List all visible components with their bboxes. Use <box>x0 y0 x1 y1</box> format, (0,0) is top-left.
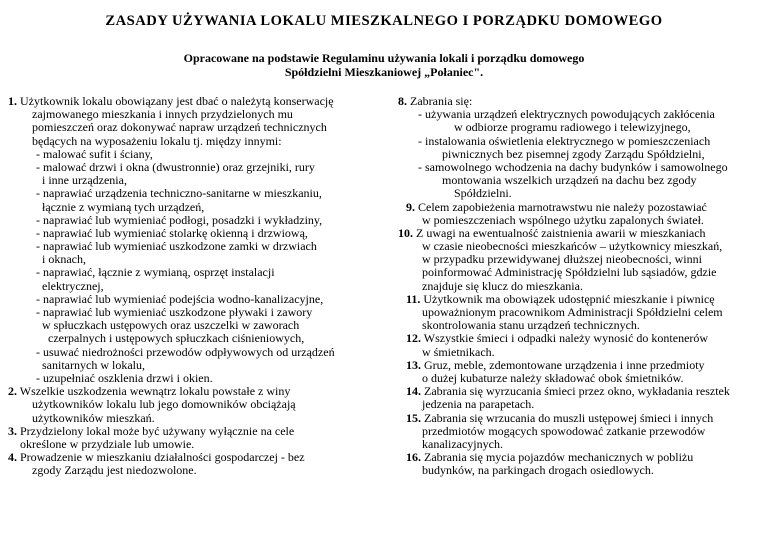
line-text: Gruz, meble, zdemontowane urządzenia i inne przedmioty <box>424 357 705 372</box>
line-text: upoważnionym pracownikom Administracji Spółdzielni celem <box>422 305 723 319</box>
line-text: przedmiotów mogących spowodować zatkanie przewodów <box>422 423 706 438</box>
line-text: - instalowania oświetlenia elektrycznego w pomieszczeniach <box>418 133 711 148</box>
line-text: Prowadzenie w mieszkaniu działalności gospodarczej - bez <box>20 450 305 465</box>
line-text: Zabrania się wyrzucania śmieci przez okno, wykładania resztek <box>424 384 730 399</box>
item-number: 16. <box>406 450 421 465</box>
line-text: w spłuczkach ustępowych oraz uszczelki w zaworach <box>42 318 300 333</box>
line-text: Użytkownik ma obowiązek udostępnić mieszkanie i piwnicę <box>423 291 715 306</box>
item-number: 10. <box>398 225 413 240</box>
item-number: 4. <box>8 450 17 465</box>
line-text: w przypadku przewidywanej dłuższej nieobecności, winni <box>422 252 702 267</box>
line-text: i inne urządzenia, <box>42 173 127 188</box>
line-text: kanalizacyjnych. <box>422 436 503 451</box>
item-number: 3. <box>8 423 17 438</box>
line-text: pomieszczeń oraz dokonywać napraw urządzeń technicznych <box>32 120 327 135</box>
line-text: sanitarnych w lokalu, <box>42 357 145 372</box>
item-number: 12. <box>406 331 421 346</box>
line-text: poinformować Administrację Spółdzielni lub sąsiadów, gdzie <box>422 265 717 280</box>
line-text: - samowolnego wchodzenia na dachy budynków i samowolnego <box>418 159 728 174</box>
line-text: - naprawiać lub wymieniać podejścia wodno-kanalizacyjne, <box>36 291 324 306</box>
line-text: Wszelkie uszkodzenia wewnątrz lokalu powstałe z winy <box>19 384 291 399</box>
line-text: budynków, na parkingach drogach osiedlowych. <box>422 463 654 478</box>
line-text: Przydzielony lokal może być używany wyłącznie na cele <box>20 423 295 438</box>
line-text: jedzenia na parapetach. <box>422 397 535 412</box>
page-title: ZASADY UŻYWANIA LOKALU MIESZKALNEGO I PORZĄDKU DOMOWEGO <box>105 13 663 29</box>
line-text: - malować drzwi i okna (dwustronnie) oraz grzejniki, rury <box>36 159 315 174</box>
line-text: - naprawiać, łącznie z wymianą, osprzęt instalacji <box>36 265 275 280</box>
line-text: czerpalnych i ustępowych spłuczkach ciśnieniowych, <box>48 331 305 346</box>
line-text: - malować sufit i ściany, <box>36 146 153 161</box>
line-text: użytkowników mieszkań. <box>32 410 155 425</box>
subtitle-line-1: Opracowane na podstawie Regulaminu używania lokali i porządku domowego <box>183 51 585 65</box>
line-text: - naprawiać urządzenia techniczno-sanitarne w mieszkaniu, <box>36 186 322 201</box>
item-number: 2. <box>8 384 17 399</box>
line-text: zgody Zarządu jest niedozwolone. <box>32 463 197 478</box>
line-text: Zabrania się wrzucania do muszli ustępowej śmieci i innych <box>424 410 714 425</box>
item-number: 13. <box>406 357 421 372</box>
line-text: Z uwagi na ewentualność zaistnienia awarii w mieszkaniach <box>416 225 706 240</box>
right-column-line <box>398 464 730 477</box>
right-column <box>398 95 730 477</box>
line-text: w odbiorze programu radiowego i telewizyjnego, <box>454 120 691 135</box>
line-text: - naprawiać lub wymieniać uszkodzone zamki w drzwiach <box>36 239 317 254</box>
line-text: określone w przydziale lub umowie. <box>20 436 195 451</box>
line-text: - naprawiać lub wymieniać stolarkę okienną i drzwiową, <box>36 225 308 240</box>
line-text: - usuwać niedrożności przewodów odpływowych od urządzeń <box>36 344 335 359</box>
line-text: znajduje się klucz do mieszkania. <box>422 278 583 293</box>
line-text: zajmowanego mieszkania i innych przydzielonych mu <box>32 107 293 122</box>
line-text: użytkowników lokalu lub jego domowników obciążają <box>32 397 296 412</box>
line-text: o dużej kubaturze należy składować obok śmietników. <box>422 370 684 385</box>
line-text: - naprawiać lub wymieniać podłogi, posadzki i wykładziny, <box>36 212 323 227</box>
item-number: 14. <box>406 384 421 399</box>
line-text: elektrycznej, <box>42 278 104 293</box>
left-column-line <box>8 464 335 477</box>
item-number: 8. <box>398 94 407 108</box>
line-text: Wszystkie śmieci i odpadki należy wynosić do kontenerów <box>423 331 709 346</box>
item-number: 9. <box>406 199 415 214</box>
line-text: w czasie nieobecności mieszkańców – użytkownicy mieszkań, <box>422 239 723 254</box>
line-text: Zabrania się mycia pojazdów mechanicznych w pobliżu <box>424 450 694 465</box>
line-text: montowania wszelkich urządzeń na dachu bez zgody <box>442 173 697 188</box>
left-column <box>8 95 335 477</box>
line-text: Użytkownik lokalu obowiązany jest dbać o należytą konserwację <box>20 94 334 108</box>
line-text: w pomieszczeniach wspólnego użytku zapalonych świateł. <box>422 212 704 227</box>
right-column-line <box>398 174 730 187</box>
line-text: w śmietnikach. <box>422 344 495 359</box>
item-number: 11. <box>406 291 421 306</box>
line-text: - używania urządzeń elektrycznych powodujących zakłócenia <box>418 107 715 122</box>
item-number: 1. <box>8 94 17 108</box>
line-text: Spółdzielni. <box>454 186 512 201</box>
line-text: skontrolowania stanu urządzeń technicznych. <box>422 318 640 333</box>
line-text: Zabrania się: <box>410 94 473 108</box>
item-number: 15. <box>406 410 421 425</box>
line-text: Celem zapobieżenia marnotrawstwu nie należy pozostawiać <box>418 199 707 214</box>
line-text: - uzupełniać oszklenia drzwi i okien. <box>36 370 213 385</box>
subtitle-line-2: Spółdzielni Mieszkaniowej „Połaniec". <box>284 65 484 79</box>
line-text: piwnicznych bez pisemnej zgody Zarządu Spółdzielni, <box>442 146 705 161</box>
line-text: - naprawiać lub wymieniać uszkodzone pływaki i zawory <box>36 305 313 319</box>
line-text: i oknach, <box>42 252 86 267</box>
line-text: będących na wyposażeniu lokalu tj. między innymi: <box>32 133 282 148</box>
line-text: łącznie z wymianą tych urządzeń, <box>42 199 205 214</box>
